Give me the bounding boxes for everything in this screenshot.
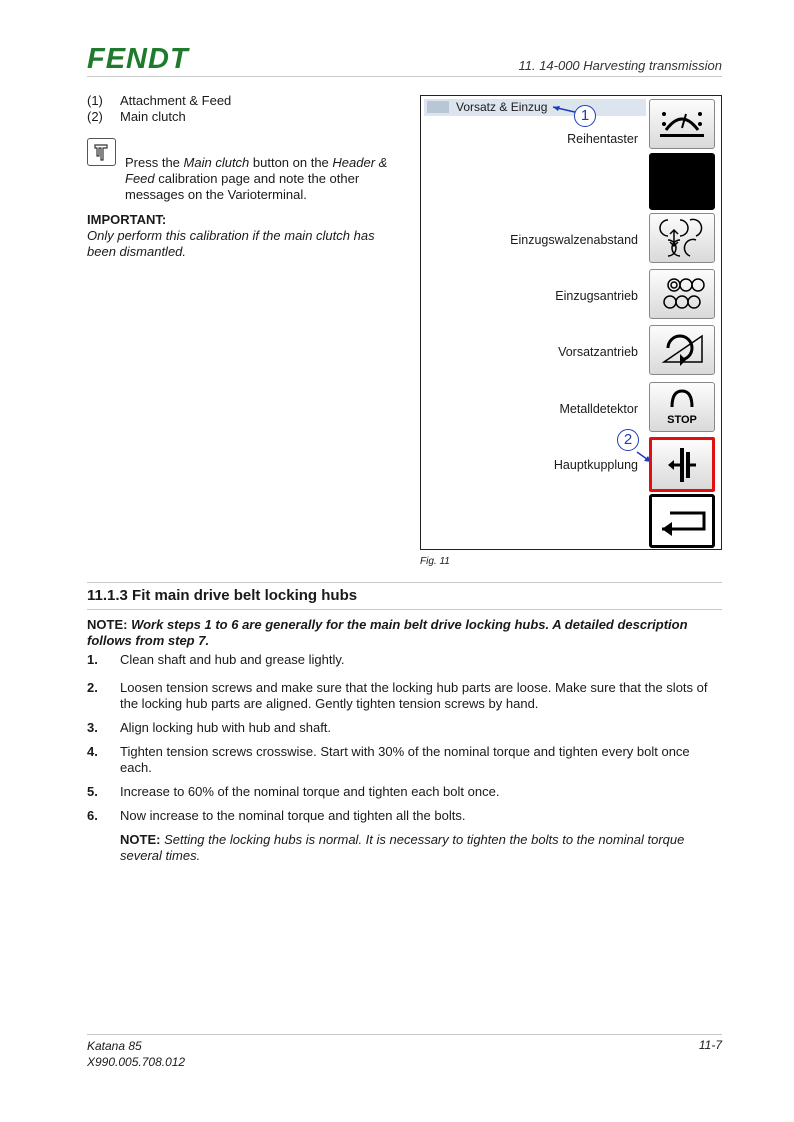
legend-label: Main clutch bbox=[120, 109, 186, 124]
section-note-body: Work steps 1 to 6 are generally for the main belt drive locking hubs. A detailed description follows from step 7. bbox=[87, 617, 688, 648]
step-number: 2. bbox=[87, 680, 98, 695]
footer-left bbox=[87, 1038, 185, 1070]
note-text bbox=[125, 155, 395, 203]
step-number: 3. bbox=[87, 720, 98, 735]
footer-rule bbox=[87, 1034, 722, 1035]
note-text-part: Press the bbox=[125, 155, 184, 170]
metal-detector-icon bbox=[650, 383, 714, 431]
legend bbox=[87, 93, 231, 125]
note-text-part: calibration page and note the other messages on the Varioterminal. bbox=[125, 171, 360, 202]
varioterminal-screen bbox=[420, 95, 722, 550]
footer-doc-number: X990.005.708.012 bbox=[87, 1055, 186, 1069]
metalldetektor-button[interactable] bbox=[649, 382, 715, 432]
note-text-emphasis: Main clutch bbox=[183, 155, 250, 170]
legend-num: (2) bbox=[87, 109, 103, 124]
page-number: 11-7 bbox=[698, 1038, 722, 1052]
footer-model: Katana 85 bbox=[87, 1039, 142, 1053]
step-item bbox=[87, 784, 722, 800]
label-metalldetektor: Metalldetektor bbox=[559, 402, 638, 416]
chapter-title: 11. 14-000 Harvesting transmission bbox=[518, 58, 722, 73]
legend-item bbox=[87, 93, 231, 109]
important-heading: IMPORTANT: bbox=[87, 212, 167, 227]
step-text: Now increase to the nominal torque and tighten all the bolts. bbox=[120, 808, 466, 823]
einzugsantrieb-button[interactable] bbox=[649, 269, 715, 319]
terminal-header bbox=[424, 99, 646, 116]
return-arrow-icon bbox=[652, 497, 712, 545]
section-title: 11.1.3 Fit main drive belt locking hubs bbox=[87, 587, 358, 604]
fendt-logo bbox=[87, 44, 232, 72]
note-text-part: button on the bbox=[249, 155, 333, 170]
step-note-label: NOTE: bbox=[120, 832, 161, 847]
step-note bbox=[120, 832, 722, 864]
step-number: 6. bbox=[87, 808, 98, 823]
step-item bbox=[87, 680, 722, 712]
label-reihentaster: Reihentaster bbox=[567, 132, 638, 146]
step-item bbox=[87, 744, 722, 776]
label-vorsatzantrieb: Vorsatzantrieb bbox=[558, 345, 638, 359]
step-item bbox=[87, 808, 722, 824]
terminal-header-title: Vorsatz & Einzug bbox=[456, 100, 548, 114]
step-text: Tighten tension screws crosswise. Start with 30% of the nominal torque and tighten every bolt once each. bbox=[120, 744, 690, 775]
section-note-label: NOTE: bbox=[87, 617, 128, 632]
legend-label: Attachment & Feed bbox=[120, 93, 232, 108]
row-sensor-icon bbox=[650, 100, 714, 148]
legend-item bbox=[87, 109, 231, 125]
main-clutch-icon bbox=[652, 440, 712, 489]
blank-button[interactable] bbox=[649, 153, 715, 210]
callout-2: 2 bbox=[617, 429, 639, 451]
step-number: 5. bbox=[87, 784, 98, 799]
reihentaster-button[interactable] bbox=[649, 99, 715, 149]
note-text-emphasis: Header & Feed bbox=[125, 155, 388, 186]
step-number: 1. bbox=[87, 652, 98, 667]
step-item bbox=[87, 720, 722, 736]
important-body: Only perform this calibration if the main clutch has been dismantled. bbox=[87, 228, 375, 259]
label-einzugswalzenabstand: Einzugswalzenabstand bbox=[510, 233, 638, 247]
back-button[interactable] bbox=[649, 494, 715, 548]
important-block bbox=[87, 212, 397, 260]
step-number: 4. bbox=[87, 744, 98, 759]
section-note bbox=[87, 617, 722, 649]
calibration-tool-icon bbox=[87, 138, 116, 166]
header-feed-icon bbox=[427, 101, 449, 113]
hauptkupplung-button[interactable] bbox=[649, 437, 715, 492]
header-rule bbox=[87, 76, 722, 77]
step-text: Clean shaft and hub and grease lightly. bbox=[120, 652, 345, 667]
legend-num: (1) bbox=[87, 93, 103, 108]
step-item bbox=[87, 652, 722, 668]
stop-text: STOP bbox=[667, 414, 697, 426]
roller-gap-icon bbox=[650, 214, 714, 262]
svg-text:FENDT: FENDT bbox=[87, 44, 189, 72]
figure-caption: Fig. 11 bbox=[420, 556, 450, 567]
label-einzugsantrieb: Einzugsantrieb bbox=[555, 289, 638, 303]
callout-1: 1 bbox=[574, 105, 596, 127]
step-text: Align locking hub with hub and shaft. bbox=[120, 720, 332, 735]
einzugswalzenabstand-button[interactable] bbox=[649, 213, 715, 263]
header-drive-icon bbox=[650, 326, 714, 374]
feed-drive-icon bbox=[650, 270, 714, 318]
step-list bbox=[87, 652, 722, 864]
label-hauptkupplung: Hauptkupplung bbox=[553, 458, 638, 472]
vorsatzantrieb-button[interactable] bbox=[649, 325, 715, 375]
section-top-rule bbox=[87, 582, 722, 583]
step-text: Increase to 60% of the nominal torque and tighten each bolt once. bbox=[120, 784, 500, 799]
section-bottom-rule bbox=[87, 609, 722, 610]
step-note-body: Setting the locking hubs is normal. It is necessary to tighten the bolts to the nominal torque several times. bbox=[120, 832, 685, 863]
step-text: Loosen tension screws and make sure that the locking hub parts are loose. Make sure that the slots of the locking hub parts are aligned. Gently tighten tension screws by hand. bbox=[120, 680, 708, 711]
